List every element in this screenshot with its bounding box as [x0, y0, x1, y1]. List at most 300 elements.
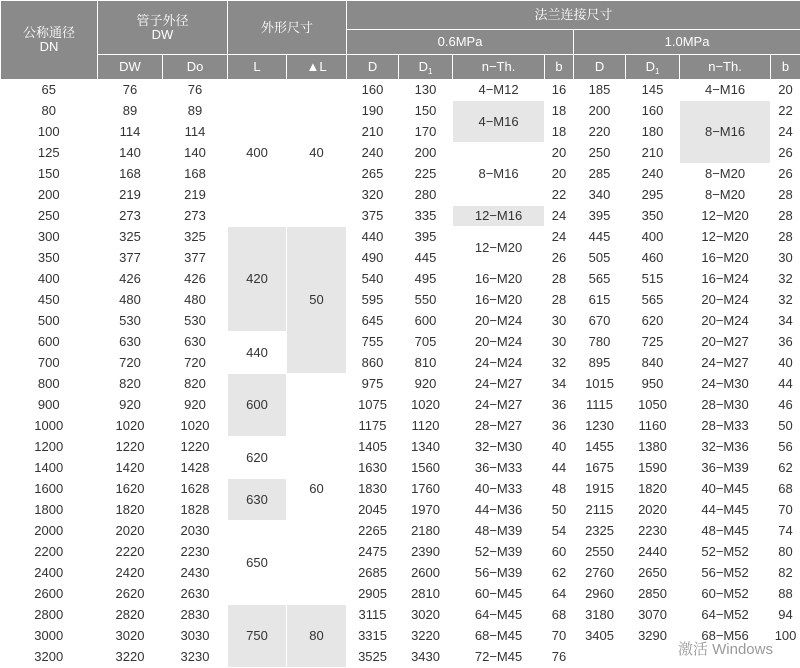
table-row	[1, 605, 800, 626]
a-nth-cell: 24−M24	[453, 353, 545, 374]
dn-cell: 100	[1, 122, 98, 143]
b-b-cell: 82	[771, 563, 800, 584]
dw-cell: 720	[98, 353, 163, 374]
delta-l-cell: 40	[287, 80, 347, 227]
table-row	[1, 437, 800, 458]
b-b-cell: 34	[771, 311, 800, 332]
dn-cell: 2000	[1, 521, 98, 542]
dn-header: 公称通径 DN	[1, 1, 98, 80]
do-cell: 2630	[163, 584, 228, 605]
a-nth-cell: 60−M45	[453, 584, 545, 605]
dn-cell: 350	[1, 248, 98, 269]
b-d1-cell: 460	[626, 248, 680, 269]
b-b-cell: 28	[771, 206, 800, 227]
b-d-cell: 2550	[574, 542, 626, 563]
b-d1-cell: 145	[626, 80, 680, 101]
col-b-d: D	[574, 55, 626, 80]
a-d1-cell: 810	[399, 353, 453, 374]
b-d-cell: 200	[574, 101, 626, 122]
dw-cell: 1020	[98, 416, 163, 437]
b-d1-cell: 350	[626, 206, 680, 227]
table-row	[1, 80, 800, 101]
dn-cell: 300	[1, 227, 98, 248]
b-b-cell: 62	[771, 458, 800, 479]
col-b-b: b	[771, 55, 800, 80]
a-d1-cell: 495	[399, 269, 453, 290]
table-row	[1, 500, 800, 521]
a-d-cell: 1630	[347, 458, 399, 479]
a-d1-cell: 1970	[399, 500, 453, 521]
b-d1-cell: 1590	[626, 458, 680, 479]
a-d-cell: 755	[347, 332, 399, 353]
dn-cell: 450	[1, 290, 98, 311]
a-b-cell: 60	[545, 542, 574, 563]
a-nth-cell: 28−M27	[453, 416, 545, 437]
table-row	[1, 290, 800, 311]
b-nth-cell: 28−M33	[680, 416, 771, 437]
dw-cell: 3220	[98, 647, 163, 668]
b-b-cell: 40	[771, 353, 800, 374]
do-cell: 630	[163, 332, 228, 353]
a-d1-cell: 600	[399, 311, 453, 332]
a-d-cell: 490	[347, 248, 399, 269]
b-b-cell	[771, 647, 800, 668]
delta-l-cell: 50	[287, 227, 347, 374]
b-nth-cell: 16−M20	[680, 248, 771, 269]
a-nth-cell: 4−M12	[453, 80, 545, 101]
b-d1-cell: 1160	[626, 416, 680, 437]
b-d-cell: 395	[574, 206, 626, 227]
dn-cell: 250	[1, 206, 98, 227]
table-row	[1, 458, 800, 479]
l-cell: 420	[228, 227, 287, 332]
dn-cell: 125	[1, 143, 98, 164]
a-d1-cell: 130	[399, 80, 453, 101]
b-d-cell: 2760	[574, 563, 626, 584]
a-d1-cell: 2600	[399, 563, 453, 584]
a-d-cell: 975	[347, 374, 399, 395]
do-cell: 530	[163, 311, 228, 332]
a-b-cell: 36	[545, 395, 574, 416]
dn-cell: 1800	[1, 500, 98, 521]
do-cell: 168	[163, 164, 228, 185]
a-d1-cell: 445	[399, 248, 453, 269]
a-d-cell: 3115	[347, 605, 399, 626]
b-d1-cell: 160	[626, 101, 680, 122]
a-d-cell: 2685	[347, 563, 399, 584]
b-b-cell: 30	[771, 248, 800, 269]
table-row	[1, 521, 800, 542]
b-d1-cell: 2230	[626, 521, 680, 542]
a-d-cell: 320	[347, 185, 399, 206]
a-b-cell: 20	[545, 164, 574, 185]
b-nth-cell: 56−M52	[680, 563, 771, 584]
a-d1-cell: 1120	[399, 416, 453, 437]
b-nth-cell: 52−M52	[680, 542, 771, 563]
do-cell: 1428	[163, 458, 228, 479]
a-nth-cell: 8−M16	[453, 143, 545, 206]
a-b-cell: 30	[545, 311, 574, 332]
b-d1-cell: 240	[626, 164, 680, 185]
b-b-cell: 28	[771, 185, 800, 206]
b-d1-cell: 180	[626, 122, 680, 143]
a-nth-cell: 40−M33	[453, 479, 545, 500]
b-d-cell: 670	[574, 311, 626, 332]
b-d1-cell: 620	[626, 311, 680, 332]
b-d1-cell: 400	[626, 227, 680, 248]
dw-cell: 1820	[98, 500, 163, 521]
do-cell: 1220	[163, 437, 228, 458]
b-d-cell: 185	[574, 80, 626, 101]
a-d-cell: 2905	[347, 584, 399, 605]
dw-cell: 2020	[98, 521, 163, 542]
b-b-cell: 68	[771, 479, 800, 500]
dw-cell: 2620	[98, 584, 163, 605]
a-d-cell: 2045	[347, 500, 399, 521]
b-d-cell: 2325	[574, 521, 626, 542]
a-nth-cell: 20−M24	[453, 332, 545, 353]
b-d-cell: 3405	[574, 626, 626, 647]
b-nth-cell: 64−M52	[680, 605, 771, 626]
do-cell: 920	[163, 395, 228, 416]
b-d-cell: 1230	[574, 416, 626, 437]
b-nth-cell: 12−M20	[680, 206, 771, 227]
b-nth-cell: 36−M39	[680, 458, 771, 479]
b-d-cell: 445	[574, 227, 626, 248]
b-b-cell: 80	[771, 542, 800, 563]
flange-dims-header: 法兰连接尺寸	[347, 1, 800, 30]
a-d-cell: 1830	[347, 479, 399, 500]
a-d1-cell: 3020	[399, 605, 453, 626]
do-cell: 820	[163, 374, 228, 395]
b-nth-cell: 40−M45	[680, 479, 771, 500]
b-b-cell: 56	[771, 437, 800, 458]
a-d-cell: 540	[347, 269, 399, 290]
a-nth-cell: 12−M20	[453, 227, 545, 269]
b-b-cell: 100	[771, 626, 800, 647]
b-b-cell: 46	[771, 395, 800, 416]
a-d-cell: 240	[347, 143, 399, 164]
a-d-cell: 860	[347, 353, 399, 374]
l-cell: 600	[228, 374, 287, 437]
a-d1-cell: 395	[399, 227, 453, 248]
a-b-cell: 70	[545, 626, 574, 647]
b-b-cell: 26	[771, 143, 800, 164]
a-d1-cell: 225	[399, 164, 453, 185]
b-d1-cell: 2850	[626, 584, 680, 605]
do-cell: 1828	[163, 500, 228, 521]
b-d-cell: 220	[574, 122, 626, 143]
do-cell: 377	[163, 248, 228, 269]
b-d-cell: 1455	[574, 437, 626, 458]
a-d1-cell: 1340	[399, 437, 453, 458]
a-b-cell: 18	[545, 101, 574, 122]
do-cell: 89	[163, 101, 228, 122]
do-cell: 325	[163, 227, 228, 248]
b-d1-cell: 840	[626, 353, 680, 374]
b-d-cell: 1675	[574, 458, 626, 479]
a-d1-cell: 2810	[399, 584, 453, 605]
dn-cell: 3200	[1, 647, 98, 668]
b-nth-cell: 60−M52	[680, 584, 771, 605]
dn-cell: 400	[1, 269, 98, 290]
dn-cell: 2400	[1, 563, 98, 584]
col-b-nth: n−Th.	[680, 55, 771, 80]
a-nth-cell: 68−M45	[453, 626, 545, 647]
dn-cell: 1000	[1, 416, 98, 437]
do-cell: 273	[163, 206, 228, 227]
a-d1-cell: 3220	[399, 626, 453, 647]
dw-cell: 630	[98, 332, 163, 353]
b-d1-cell: 950	[626, 374, 680, 395]
dn-cell: 2600	[1, 584, 98, 605]
a-b-cell: 28	[545, 269, 574, 290]
b-b-cell: 36	[771, 332, 800, 353]
b-nth-cell: 20−M24	[680, 311, 771, 332]
table-row	[1, 185, 800, 206]
b-b-cell: 50	[771, 416, 800, 437]
a-nth-cell: 16−M20	[453, 269, 545, 290]
a-d1-cell: 200	[399, 143, 453, 164]
a-nth-cell: 24−M27	[453, 374, 545, 395]
b-d1-cell: 2440	[626, 542, 680, 563]
do-cell: 114	[163, 122, 228, 143]
b-d1-cell: 2020	[626, 500, 680, 521]
a-d1-cell: 280	[399, 185, 453, 206]
l-cell: 630	[228, 479, 287, 521]
b-d-cell: 780	[574, 332, 626, 353]
a-d1-cell: 150	[399, 101, 453, 122]
b-b-cell: 20	[771, 80, 800, 101]
b-d1-cell: 295	[626, 185, 680, 206]
dn-cell: 700	[1, 353, 98, 374]
a-d-cell: 210	[347, 122, 399, 143]
b-nth-cell: 44−M45	[680, 500, 771, 521]
b-d-cell: 2115	[574, 500, 626, 521]
b-d-cell: 340	[574, 185, 626, 206]
table-row	[1, 542, 800, 563]
b-d-cell: 1115	[574, 395, 626, 416]
b-d1-cell: 3070	[626, 605, 680, 626]
b-nth-cell: 8−M16	[680, 101, 771, 164]
a-d1-cell: 920	[399, 374, 453, 395]
do-cell: 2430	[163, 563, 228, 584]
do-cell: 480	[163, 290, 228, 311]
col-delta-l: ▲L	[287, 55, 347, 80]
do-cell: 3230	[163, 647, 228, 668]
a-nth-cell: 20−M24	[453, 311, 545, 332]
b-b-cell: 74	[771, 521, 800, 542]
pressure-a-header: 0.6MPa	[347, 30, 574, 55]
b-nth-cell: 68−M56	[680, 626, 771, 647]
dn-cell: 65	[1, 80, 98, 101]
dw-cell: 1220	[98, 437, 163, 458]
l-cell: 620	[228, 437, 287, 479]
dn-cell: 1600	[1, 479, 98, 500]
a-b-cell: 40	[545, 437, 574, 458]
table-row	[1, 227, 800, 248]
b-d1-cell: 1820	[626, 479, 680, 500]
col-a-d1: $D_1$	[399, 55, 453, 80]
a-nth-cell: 36−M33	[453, 458, 545, 479]
dn-cell: 1400	[1, 458, 98, 479]
b-nth-cell: 24−M30	[680, 374, 771, 395]
dn-cell: 900	[1, 395, 98, 416]
a-nth-cell: 4−M16	[453, 101, 545, 143]
l-cell: 650	[228, 521, 287, 605]
dw-cell: 89	[98, 101, 163, 122]
b-b-cell: 88	[771, 584, 800, 605]
table-row	[1, 416, 800, 437]
b-d-cell: 250	[574, 143, 626, 164]
a-d-cell: 2475	[347, 542, 399, 563]
a-d-cell: 3315	[347, 626, 399, 647]
do-cell: 140	[163, 143, 228, 164]
table-row	[1, 206, 800, 227]
a-d1-cell: 1760	[399, 479, 453, 500]
a-b-cell: 16	[545, 80, 574, 101]
a-d-cell: 265	[347, 164, 399, 185]
dw-cell: 480	[98, 290, 163, 311]
a-d-cell: 440	[347, 227, 399, 248]
table-row	[1, 374, 800, 395]
dn-cell: 1200	[1, 437, 98, 458]
do-cell: 1628	[163, 479, 228, 500]
l-cell: 750	[228, 605, 287, 668]
b-nth-cell: 4−M16	[680, 80, 771, 101]
b-nth-cell: 12−M20	[680, 227, 771, 248]
dw-cell: 114	[98, 122, 163, 143]
a-d1-cell: 170	[399, 122, 453, 143]
table-row	[1, 101, 800, 122]
b-nth-cell: 16−M24	[680, 269, 771, 290]
dw-cell: 530	[98, 311, 163, 332]
dw-cell: 76	[98, 80, 163, 101]
pressure-b-header: 1.0MPa	[574, 30, 800, 55]
b-nth-cell: 20−M27	[680, 332, 771, 353]
a-b-cell: 34	[545, 374, 574, 395]
b-b-cell: 28	[771, 227, 800, 248]
table-row	[1, 164, 800, 185]
a-b-cell: 20	[545, 143, 574, 164]
do-cell: 426	[163, 269, 228, 290]
a-d1-cell: 2390	[399, 542, 453, 563]
delta-l-cell: 60	[287, 374, 347, 605]
a-nth-cell: 48−M39	[453, 521, 545, 542]
b-b-cell: 26	[771, 164, 800, 185]
windows-activation-watermark: 激活 Windows	[678, 638, 773, 659]
b-d1-cell	[626, 647, 680, 668]
b-d-cell	[574, 647, 626, 668]
b-d-cell: 2960	[574, 584, 626, 605]
a-d1-cell: 1020	[399, 395, 453, 416]
a-b-cell: 76	[545, 647, 574, 668]
a-b-cell: 30	[545, 332, 574, 353]
b-d-cell: 505	[574, 248, 626, 269]
a-b-cell: 24	[545, 206, 574, 227]
dn-cell: 2800	[1, 605, 98, 626]
col-dw: DW	[98, 55, 163, 80]
b-nth-cell: 8−M20	[680, 185, 771, 206]
a-d-cell: 645	[347, 311, 399, 332]
dn-cell: 2200	[1, 542, 98, 563]
a-nth-cell: 56−M39	[453, 563, 545, 584]
b-b-cell: 94	[771, 605, 800, 626]
b-d1-cell: 515	[626, 269, 680, 290]
table-row	[1, 248, 800, 269]
a-d-cell: 3525	[347, 647, 399, 668]
col-a-d: D	[347, 55, 399, 80]
do-cell: 1020	[163, 416, 228, 437]
dw-cell: 426	[98, 269, 163, 290]
b-nth-cell: 8−M20	[680, 164, 771, 185]
do-cell: 3030	[163, 626, 228, 647]
a-nth-cell: 16−M20	[453, 290, 545, 311]
b-d-cell: 1015	[574, 374, 626, 395]
a-nth-cell: 24−M27	[453, 395, 545, 416]
a-b-cell: 54	[545, 521, 574, 542]
b-nth-cell: 48−M45	[680, 521, 771, 542]
a-b-cell: 36	[545, 416, 574, 437]
b-d1-cell: 1380	[626, 437, 680, 458]
a-d-cell: 375	[347, 206, 399, 227]
dw-cell: 1420	[98, 458, 163, 479]
table-body	[1, 80, 800, 668]
dw-cell: 377	[98, 248, 163, 269]
dw-cell: 2220	[98, 542, 163, 563]
a-d-cell: 190	[347, 101, 399, 122]
col-a-nth: n−Th.	[453, 55, 545, 80]
a-d1-cell: 335	[399, 206, 453, 227]
a-b-cell: 22	[545, 185, 574, 206]
table-row	[1, 395, 800, 416]
delta-l-cell: 80	[287, 605, 347, 668]
dw-cell: 168	[98, 164, 163, 185]
do-cell: 2030	[163, 521, 228, 542]
a-b-cell: 44	[545, 458, 574, 479]
a-nth-cell: 64−M45	[453, 605, 545, 626]
b-d-cell: 1915	[574, 479, 626, 500]
a-b-cell: 28	[545, 290, 574, 311]
a-nth-cell: 52−M39	[453, 542, 545, 563]
pipe-od-header: 管子外径 DW	[98, 1, 228, 55]
a-nth-cell: 32−M30	[453, 437, 545, 458]
b-d1-cell: 1050	[626, 395, 680, 416]
b-nth-cell: 20−M24	[680, 290, 771, 311]
dw-cell: 920	[98, 395, 163, 416]
dw-cell: 3020	[98, 626, 163, 647]
b-d-cell: 615	[574, 290, 626, 311]
dw-cell: 2820	[98, 605, 163, 626]
dw-cell: 273	[98, 206, 163, 227]
a-b-cell: 50	[545, 500, 574, 521]
a-d1-cell: 705	[399, 332, 453, 353]
dn-cell: 80	[1, 101, 98, 122]
b-b-cell: 24	[771, 122, 800, 143]
do-cell: 2830	[163, 605, 228, 626]
b-d-cell: 565	[574, 269, 626, 290]
a-d-cell: 1075	[347, 395, 399, 416]
a-b-cell: 32	[545, 353, 574, 374]
col-a-b: b	[545, 55, 574, 80]
table-row	[1, 332, 800, 353]
do-cell: 219	[163, 185, 228, 206]
a-d1-cell: 550	[399, 290, 453, 311]
b-b-cell: 70	[771, 500, 800, 521]
dn-cell: 200	[1, 185, 98, 206]
table-row	[1, 311, 800, 332]
a-d1-cell: 2180	[399, 521, 453, 542]
